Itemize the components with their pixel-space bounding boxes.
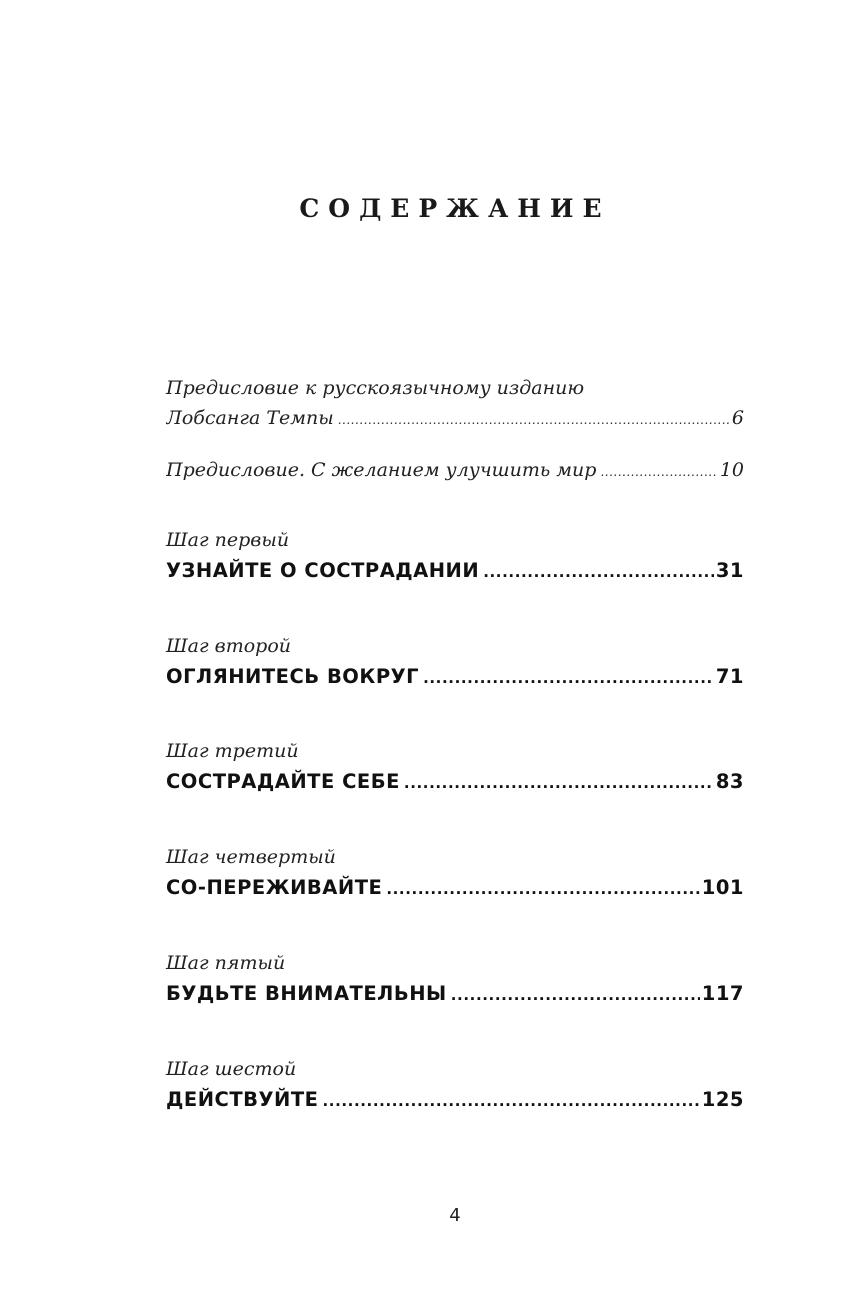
dot-leader bbox=[404, 767, 714, 799]
toc-entry-row bbox=[166, 661, 744, 694]
toc-entry-row bbox=[166, 872, 744, 905]
step-title: УЗНАЙТЕ О СОСТРАДАНИИ bbox=[166, 559, 480, 582]
page-number: 4 bbox=[449, 1205, 461, 1226]
dot-leader bbox=[322, 1085, 699, 1117]
dot-leader bbox=[338, 405, 730, 435]
toc-entry-title: Предисловие. С желанием улучшить мир bbox=[166, 459, 597, 481]
toc-entry-step-4[interactable] bbox=[166, 842, 744, 905]
toc-entry-step-3[interactable] bbox=[166, 736, 744, 799]
step-label: Шаг пятый bbox=[166, 952, 286, 974]
step-title: БУДЬТЕ ВНИМАТЕЛЬНЫ bbox=[166, 982, 447, 1005]
toc-entry-title-line1: Предисловие к русскоязычному изданию bbox=[166, 377, 585, 399]
toc-entry-preface-russian[interactable] bbox=[166, 373, 744, 435]
dot-leader bbox=[386, 873, 699, 905]
step-label: Шаг четвертый bbox=[166, 846, 336, 868]
toc-entry-row bbox=[166, 1084, 744, 1117]
toc-entry-row bbox=[166, 978, 744, 1011]
page-title: СОДЕРЖАНИЕ bbox=[299, 194, 611, 223]
toc-page-number: 31 bbox=[715, 559, 744, 582]
toc-entry-step-5[interactable] bbox=[166, 948, 744, 1011]
toc-page-number: 71 bbox=[715, 665, 744, 688]
toc-entry-step-6[interactable] bbox=[166, 1054, 744, 1117]
dot-leader bbox=[451, 979, 700, 1011]
toc-entry-row bbox=[166, 403, 744, 435]
dot-leader bbox=[600, 457, 717, 487]
toc-entry-title-line2: Лобсанга Темпы bbox=[166, 407, 334, 429]
toc-page-number: 125 bbox=[701, 1088, 744, 1111]
dot-leader bbox=[423, 662, 714, 694]
toc-entry-preface[interactable] bbox=[166, 455, 744, 487]
step-label: Шаг первый bbox=[166, 529, 290, 551]
step-title: ДЕЙСТВУЙТЕ bbox=[166, 1088, 319, 1111]
toc-entry-row bbox=[166, 455, 744, 487]
toc-page-number: 117 bbox=[701, 982, 744, 1005]
step-label: Шаг шестой bbox=[166, 1058, 297, 1080]
step-label: Шаг третий bbox=[166, 740, 299, 762]
dot-leader bbox=[483, 556, 714, 588]
step-title: СО-ПЕРЕЖИВАЙТЕ bbox=[166, 876, 383, 899]
step-label: Шаг второй bbox=[166, 635, 292, 657]
step-title: ОГЛЯНИТЕСЬ ВОКРУГ bbox=[166, 665, 420, 688]
toc-page-number: 6 bbox=[731, 407, 744, 429]
toc-page-number: 10 bbox=[719, 459, 744, 481]
toc-entry-step-1[interactable] bbox=[166, 525, 744, 588]
toc-entry-row bbox=[166, 555, 744, 588]
toc-entry-row bbox=[166, 766, 744, 799]
toc-page-number: 83 bbox=[715, 770, 744, 793]
step-title: СОСТРАДАЙТЕ СЕБЕ bbox=[166, 770, 400, 793]
toc-page-number: 101 bbox=[701, 876, 744, 899]
toc-entry-step-2[interactable] bbox=[166, 631, 744, 694]
